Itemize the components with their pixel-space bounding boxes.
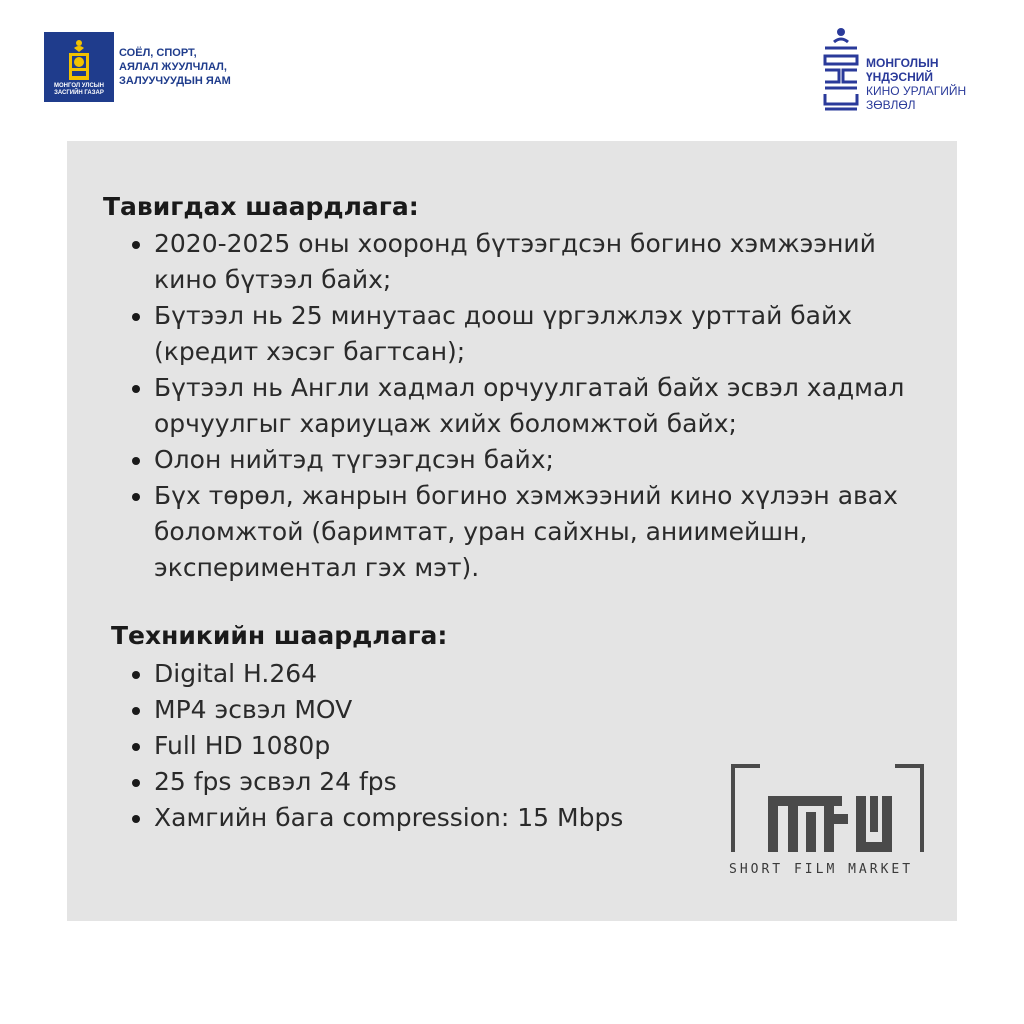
ministry-name-line: АЯЛАЛ ЖУУЛЧЛАЛ, [119,61,227,73]
film-council-name [866,56,966,112]
council-name-line: МОНГОЛЫН [866,56,939,70]
ministry-name-line: СОЁЛ, СПОРТ, [119,47,197,59]
list-item: Хамгийн бага compression: 15 Mbps [126,800,726,836]
list-item: 25 fps эсвэл 24 fps [126,764,726,800]
list-item: 2020-2025 оны хооронд бүтээгдсэн богино хэмжээний кино бүтээл байх; [126,226,906,298]
list-item: MP4 эсвэл MOV [126,692,726,728]
ministry-logo [44,32,231,102]
short-film-market-text: SHORT FILM MARKET [729,862,914,877]
emblem-caption-1: МОНГОЛ УЛСЫН [54,83,104,89]
requirements-heading: Тавигдах шаардлага: [103,192,419,221]
film-council-logo [822,24,966,112]
soyombo-emblem-icon [44,32,114,102]
list-item: Бүтээл нь 25 минутаас доош үргэлжлэх урттай байх (кредит хэсэг багтсан); [126,298,906,370]
list-item: Бүтээл нь Англи хадмал орчуулгатай байх эсвэл хадмал орчуулгыг хариуцаж хийх боломжтой байх; [126,370,906,442]
requirements-list [126,226,906,586]
film-council-emblem-icon [822,24,860,112]
emblem-caption-2: ЗАСГИЙН ГАЗАР [54,90,104,96]
council-name-line: ҮНДЭСНИЙ [866,70,934,84]
technical-list [126,656,726,836]
list-item: Олон нийтэд түгээгдсэн байх; [126,442,906,478]
ministry-name-line: ЗАЛУУЧУУДЫН ЯАМ [119,75,231,87]
council-name-line: ЗӨВЛӨЛ [866,98,916,112]
ministry-name [119,46,231,88]
council-name-line: КИНО УРЛАГИЙН [866,84,967,98]
list-item: Digital H.264 [126,656,726,692]
technical-heading: Техникийн шаардлага: [111,621,448,650]
list-item: Бүх төрөл, жанрын богино хэмжээний кино хүлээн авах боломжтой (баримтат, уран сайхны, аниимейшн, экспериментал гэх мэт). [126,478,906,586]
list-item: Full HD 1080p [126,728,726,764]
